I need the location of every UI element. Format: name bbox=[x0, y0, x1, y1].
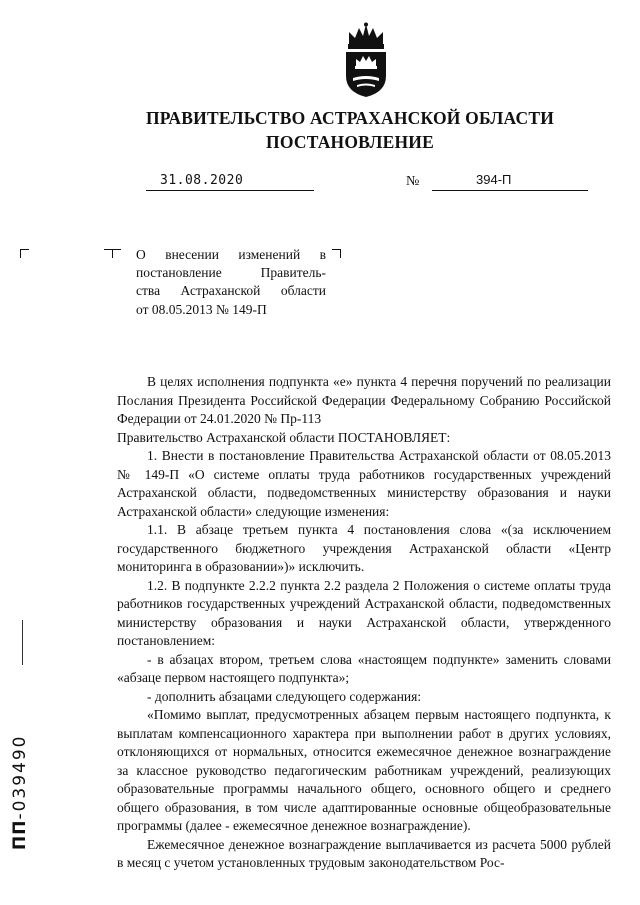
body-paragraph: - в абзацах втором, третьем слова «настоящем подпункте» заменить словами «абзаце первом настоящего подпункта»; bbox=[117, 651, 611, 685]
document-type-title: ПОСТАНОВЛЕНИЕ bbox=[266, 132, 434, 152]
body-paragraph: 1.1. В абзаце третьем пункта 4 постановления слова «(за исключением государственного бюджетного учреждения Астраханской области «Центр мониторинга в образовании»)» исключить. bbox=[117, 522, 611, 574]
number-underline bbox=[432, 190, 588, 191]
document-body bbox=[117, 373, 611, 873]
corner-bracket-left bbox=[20, 249, 29, 258]
body-paragraph: В целях исполнения подпункта «е» пункта 4 перечня поручений по реализации Послания Президента Российской Федерации Федеральному Собранию Российской Федерации от 24.01.2020 № Пр-113 bbox=[117, 374, 611, 426]
subject-line: О внесении изменений в bbox=[136, 247, 326, 262]
document-number: 394-П bbox=[476, 172, 512, 187]
number-sign: № bbox=[406, 174, 420, 189]
corner-bracket-subject-left bbox=[112, 249, 121, 258]
stamp-prefix: ПП bbox=[10, 819, 30, 850]
body-paragraph: «Помимо выплат, предусмотренных абзацем первым настоящего подпункта, к выплатам компенсационного характера при выполнении работ в других условиях, отклоняющихся от нормальных, относится ежемесячное денежное вознаграждение за классное руководство педагогическим работникам учреждений, реализующих образовательные программы начального общего, основного общего и среднего общего образования, в том числе адаптированные основные общеобразовательные программы (далее - ежемесячное денежное вознаграждение). bbox=[117, 707, 611, 833]
body-paragraph: 1. Внести в постановление Правительства Астраханской области от 08.05.2013 № 149-П «О системе оплаты труда работников государственных учреждений Астраханской области, подведомственных министерству образования и науки Астраханской области» следующие изменения: bbox=[117, 448, 611, 519]
body-paragraph: Ежемесячное денежное вознаграждение выплачивается из расчета 5000 рублей в месяц с учетом установленных трудовым законодательством Рос- bbox=[117, 836, 611, 870]
date-underline bbox=[146, 190, 314, 191]
subject-line: от 08.05.2013 № 149-П bbox=[136, 301, 267, 317]
coat-of-arms-emblem bbox=[341, 22, 391, 98]
subject-line: постановление Правитель- bbox=[136, 265, 326, 281]
corner-bracket-subject-right bbox=[332, 249, 341, 258]
government-title: ПРАВИТЕЛЬСТВО АСТРАХАНСКОЙ ОБЛАСТИ bbox=[145, 108, 555, 128]
body-paragraph: - дополнить абзацами следующего содержания: bbox=[147, 688, 422, 704]
document-date: 31.08.2020 bbox=[160, 173, 244, 188]
margin-mark bbox=[22, 620, 23, 665]
stamp-number: -039490 bbox=[10, 734, 30, 820]
body-paragraph: 1.2. В подпункте 2.2.2 пункта 2.2 раздела 2 Положения о системе оплаты труда работников государственных учреждений Астраханской области, подведомственных министерству образования и науки Астраханской области, утвержденного постановлением: bbox=[117, 577, 611, 648]
body-paragraph: Правительство Астраханской области ПОСТАНОВЛЯЕТ: bbox=[117, 429, 451, 445]
document-subject bbox=[136, 246, 326, 319]
serial-stamp bbox=[10, 735, 30, 851]
subject-line: ства Астраханской области bbox=[136, 283, 326, 299]
